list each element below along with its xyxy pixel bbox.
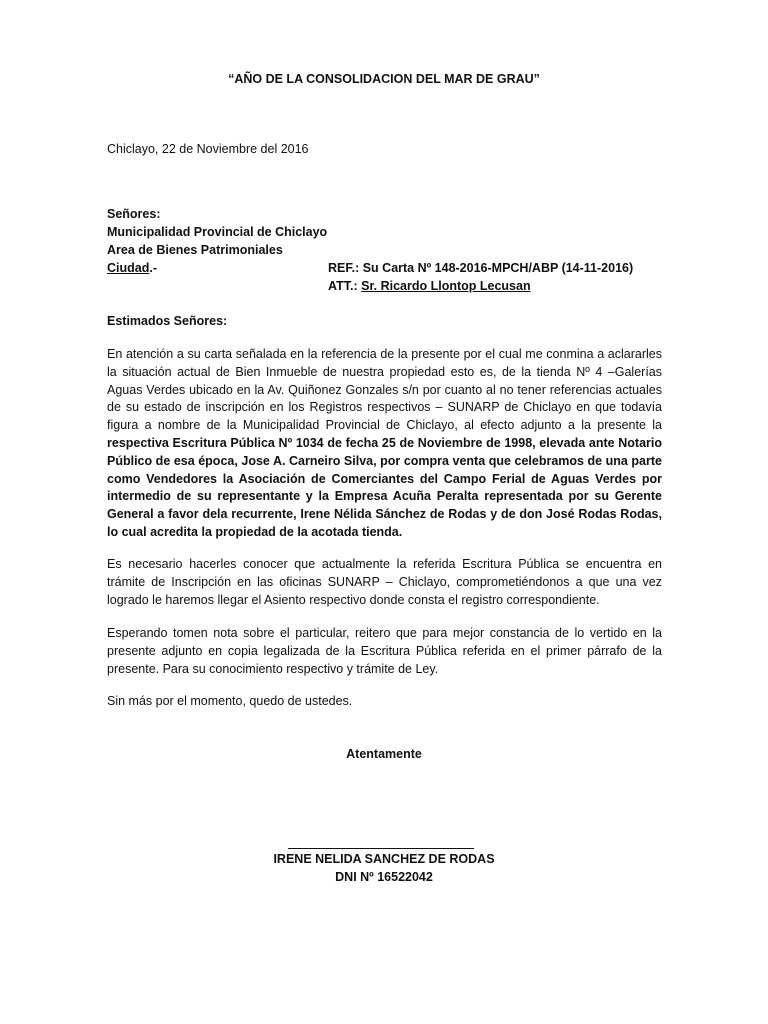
attention-line xyxy=(328,279,531,293)
city-name: Ciudad xyxy=(107,261,150,275)
body-paragraph-2: Es necesario hacerles conocer que actualmente la referida Escritura Pública se encuentra en trámite de Inscripción en las oficinas SUNARP – Chiclayo, comprometiéndonos a que una vez logrado le haremos llegar el Asiento respectivo donde consta el registro correspondiente. xyxy=(107,557,662,607)
body-paragraph-1-lead: En atención a su carta señalada en la referencia de la presente por el cual me conmina a aclararles la situación actual de Bien Inmueble de nuestra propiedad esto es, de la tienda Nº 4 –Galerías Aguas Verdes ubicado en la Av. Quiñonez Gonzales s/n por cuanto al no tener referencias actuales de su estado de inscripción en los Registros respectivos – SUNARP de Chiclayo en que todavía figura a nombre de la Municipalidad Provincial de Chiclayo, al efecto adjunto a la presente la xyxy=(107,347,662,433)
recipient-line-1: Municipalidad Provincial de Chiclayo xyxy=(107,225,328,239)
signer-name: IRENE NELIDA SANCHEZ DE RODAS xyxy=(273,852,495,866)
letter-motto: “AÑO DE LA CONSOLIDACION DEL MAR DE GRAU” xyxy=(228,72,540,86)
salutation-header: Señores: xyxy=(107,207,161,221)
greeting: Estimados Señores: xyxy=(107,314,228,328)
signature-line xyxy=(288,848,474,849)
body-paragraph-3: Esperando tomen nota sobre el particular, reitero que para mejor constancia de lo vertido en la presente adjunto en copia legalizada de la Escritura Pública referida en el primer párrafo de la presente. Para su conocimiento respectivo y trámite de Ley. xyxy=(107,626,662,676)
letter-date: Chiclayo, 22 de Noviembre del 2016 xyxy=(107,142,309,156)
recipient-city xyxy=(107,261,157,275)
attention-label: ATT.: xyxy=(328,279,358,293)
recipient-line-2: Area de Bienes Patrimoniales xyxy=(107,243,283,257)
body-paragraph-1 xyxy=(107,346,662,542)
signer-dni: DNI Nº 16522042 xyxy=(335,870,433,884)
city-suffix: .- xyxy=(149,261,157,275)
body-paragraph-1-bold: respectiva Escritura Pública Nº 1034 de fecha 25 de Noviembre de 1998, elevada ante Notario Público de esa época, Jose A. Carneiro Silva, por compra venta que celebramos de una parte como Vendedores la Asociación de Comerciantes del Campo Ferial de Aguas Verdes por intermedio de su representante y la Empresa Acuña Peralta representada por su Gerente General a favor dela recurrente, Irene Nélida Sánchez de Rodas y de don José Rodas Rodas, lo cual acredita la propiedad de la acotada tienda. xyxy=(107,435,662,539)
closing: Atentamente xyxy=(346,747,422,761)
attention-name: Sr. Ricardo Llontop Lecusan xyxy=(361,279,531,293)
reference-line: REF.: Su Carta Nº 148-2016-MPCH/ABP (14-11-2016) xyxy=(328,261,634,275)
body-paragraph-4: Sin más por el momento, quedo de ustedes. xyxy=(107,694,353,708)
